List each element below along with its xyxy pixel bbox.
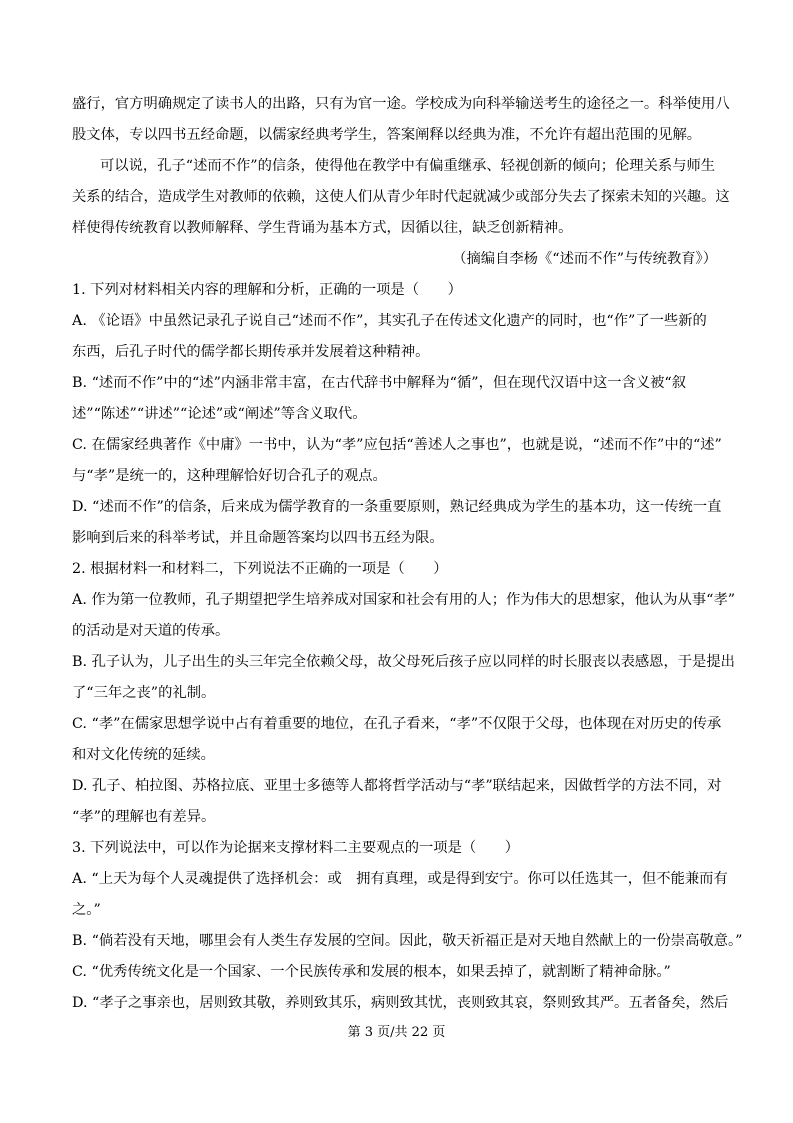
option-d-cont: “孝”的理解也有差异。 xyxy=(72,809,216,825)
option-d-cont: 影响到后来的科举考试，并且命题答案均以四书五经为限。 xyxy=(72,530,444,546)
option-a: A. “上天为每个人灵魂提供了选择机会：或 拥有真理，或是得到安宁。你可以任选其一，但不能兼而有 xyxy=(72,871,728,887)
option-d: D. 孔子、柏拉图、苏格拉底、亚里士多德等人都将哲学活动与“孝”联结起来，因做哲学的方法不同，对 xyxy=(72,778,722,794)
option-b: B. “倘若没有天地，哪里会有人类生存发展的空间。因此，敬天祈福正是对天地自然献上的一份崇高敬意。” xyxy=(72,933,743,949)
option-d: D. “述而不作”的信条，后来成为儒学教育的一条重要原则，熟记经典成为学生的基本功，这一传统一直 xyxy=(72,499,722,515)
option-a: A. 《论语》中虽然记录孔子说自己“述而不作”，其实孔子在传述文化遗产的同时，也“作”了一些新的 xyxy=(72,313,707,329)
option-c-cont: 和对文化传统的延续。 xyxy=(72,747,215,763)
page-number: 第 3 页/共 22 页 xyxy=(347,1025,446,1040)
question-stem: 1. 下列对材料相关内容的理解和分析，正确的一项是（ ） xyxy=(72,282,462,298)
passage-line: 可以说，孔子“述而不作”的信条，使得他在教学中有偏重继承、轻视创新的倾向；伦理关系与师生 xyxy=(100,158,716,174)
passage-line: 样使得传统教育以教师解释、学生背诵为基本方式，因循以往，缺乏创新精神。 xyxy=(72,220,573,236)
option-c: C. 在儒家经典著作《中庸》一书中，认为“孝”应包括“善述人之事也”，也就是说，“述而不作”中的“述” xyxy=(72,437,722,453)
passage-line: 关系的结合，造成学生对教师的依赖，这使人们从青少年时代起就减少或部分失去了探索未知的兴趣。这 xyxy=(72,189,730,205)
option-a-cont: 东西，后孔子时代的儒学都长期传承并发展着这种精神。 xyxy=(72,344,430,360)
option-a-cont: 之。” xyxy=(72,902,101,918)
passage-line: 股文体，专以四书五经命题，以儒家经典考学生，答案阐释以经典为准，不允许有超出范围的见解。 xyxy=(72,127,702,143)
option-c: C. “孝”在儒家思想学说中占有着重要的地位，在孔子看来，“孝”不仅限于父母，也体现在对历史的传承 xyxy=(72,716,722,732)
question-stem: 3. 下列说法中，可以作为论据来支撑材料二主要观点的一项是（ ） xyxy=(72,840,520,856)
question-stem: 2. 根据材料一和材料二，下列说法不正确的一项是（ ） xyxy=(72,561,448,577)
option-a-cont: 的活动是对天道的传承。 xyxy=(72,623,230,639)
passage-line: 盛行，官方明确规定了读书人的出路，只有为官一途。学校成为向科举输送考生的途径之一。科举使用八 xyxy=(72,96,730,112)
option-c-cont: 与“孝”是统一的，这种理解恰好切合孔子的观点。 xyxy=(72,468,387,484)
option-b: B. “述而不作”中的“述”内涵非常丰富，在古代辞书中解释为“循”，但在现代汉语中这一含义被“叙 xyxy=(72,375,687,391)
option-b-cont: 述”“陈述”“讲述”“论述”或“阐述”等含义取代。 xyxy=(72,406,367,422)
option-c: C. “优秀传统文化是一个国家、一个民族传承和发展的根本，如果丢掉了，就割断了精神命脉。” xyxy=(72,964,671,980)
passage-source: （摘编自李杨《“述而不作”与传统教育》） xyxy=(452,251,717,267)
option-d: D. “孝子之事亲也，居则致其敬，养则致其乐，病则致其忧，丧则致其哀，祭则致其严。五者备矣，然后 xyxy=(72,995,729,1011)
option-b-cont: 了“三年之丧”的礼制。 xyxy=(72,685,216,701)
option-b: B. 孔子认为，儿子出生的头三年完全依赖父母，故父母死后孩子应以同样的时长服丧以表感恩，于是提出 xyxy=(72,654,735,670)
option-a: A. 作为第一位教师，孔子期望把学生培养成对国家和社会有用的人；作为伟大的思想家，他认为从事“孝” xyxy=(72,592,736,608)
